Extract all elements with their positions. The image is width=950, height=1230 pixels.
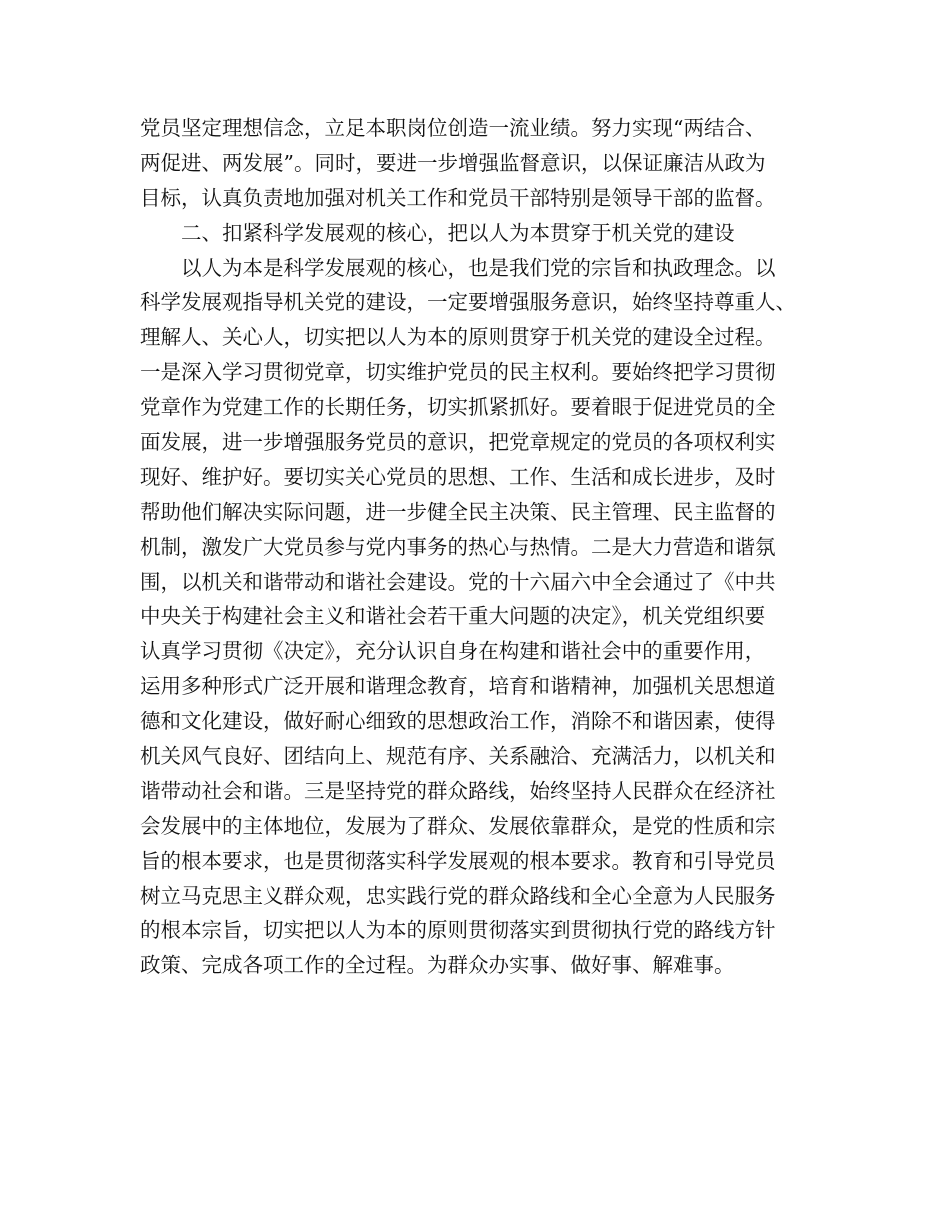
text-line-15: 中央关于构建社会主义和谐社会若干重大问题的决定》，机关党组织要 <box>140 604 766 629</box>
section-heading: 二、扣紧科学发展观的核心，把以人为本贯穿于机关党的建设 <box>181 220 735 245</box>
text-line-1: 党员坚定理想信念，立足本职岗位创造一流业绩。努力实现“两结合、 <box>140 116 766 140</box>
text-line-11: 现好、维护好。要切实关心党员的思想、工作、生活和成长进步，及时 <box>140 464 776 489</box>
text-line-13: 机制，激发广大党员参与党内事务的热心与热情。二是大力营造和谐氛 <box>140 534 776 559</box>
text-line-23: 树立马克思主义群众观，忠实践行党的群众路线和全心全意为人民服务 <box>140 883 776 908</box>
text-line-16: 认真学习贯彻《决定》，充分认识自身在构建和谐社会中的重要作用， <box>140 639 766 664</box>
text-line-22: 旨的根本要求，也是贯彻落实科学发展观的根本要求。教育和引导党员 <box>140 848 776 873</box>
text-line-14: 围，以机关和谐带动和谐社会建设。党的十六届六中全会通过了《中共 <box>140 569 776 594</box>
text-line-25: 政策、完成各项工作的全过程。为群众办实事、做好事、解难事。 <box>140 953 735 978</box>
text-line-7: 理解人、关心人，切实把以人为本的原则贯穿于机关党的建设全过程。 <box>140 325 776 350</box>
document-body <box>140 111 830 983</box>
text-line-8: 一是深入学习贯彻党章，切实维护党员的民主权利。要始终把学习贯彻 <box>140 360 776 385</box>
text-line-3: 目标，认真负责地加强对机关工作和党员干部特别是领导干部的监督。 <box>140 185 776 210</box>
text-line-5: 以人为本是科学发展观的核心，也是我们党的宗旨和执政理念。以 <box>181 255 776 280</box>
text-line-20: 谐带动社会和谐。三是坚持党的群众路线，始终坚持人民群众在经济社 <box>140 778 776 803</box>
text-line-9: 党章作为党建工作的长期任务，切实抓紧抓好。要着眼于促进党员的全 <box>140 395 776 420</box>
text-line-12: 帮助他们解决实际问题，进一步健全民主决策、民主管理、民主监督的 <box>140 499 776 524</box>
text-line-2: 两促进、两发展”。同时，要进一步增强监督意识，以保证廉洁从政为 <box>140 150 766 175</box>
text-line-17: 运用多种形式广泛开展和谐理念教育，培育和谐精神，加强机关思想道 <box>140 674 776 699</box>
text-line-18: 德和文化建设，做好耐心细致的思想政治工作，消除不和谐因素，使得 <box>140 709 776 734</box>
text-line-6: 科学发展观指导机关党的建设，一定要增强服务意识，始终坚持尊重人、 <box>140 290 796 315</box>
text-line-24: 的根本宗旨，切实把以人为本的原则贯彻落实到贯彻执行党的路线方针 <box>140 918 776 943</box>
text-line-21: 会发展中的主体地位，发展为了群众、发展依靠群众，是党的性质和宗 <box>140 813 776 838</box>
text-line-10: 面发展，进一步增强服务党员的意识，把党章规定的党员的各项权利实 <box>140 430 776 455</box>
text-line-19: 机关风气良好、团结向上、规范有序、关系融洽、充满活力，以机关和 <box>140 744 776 769</box>
